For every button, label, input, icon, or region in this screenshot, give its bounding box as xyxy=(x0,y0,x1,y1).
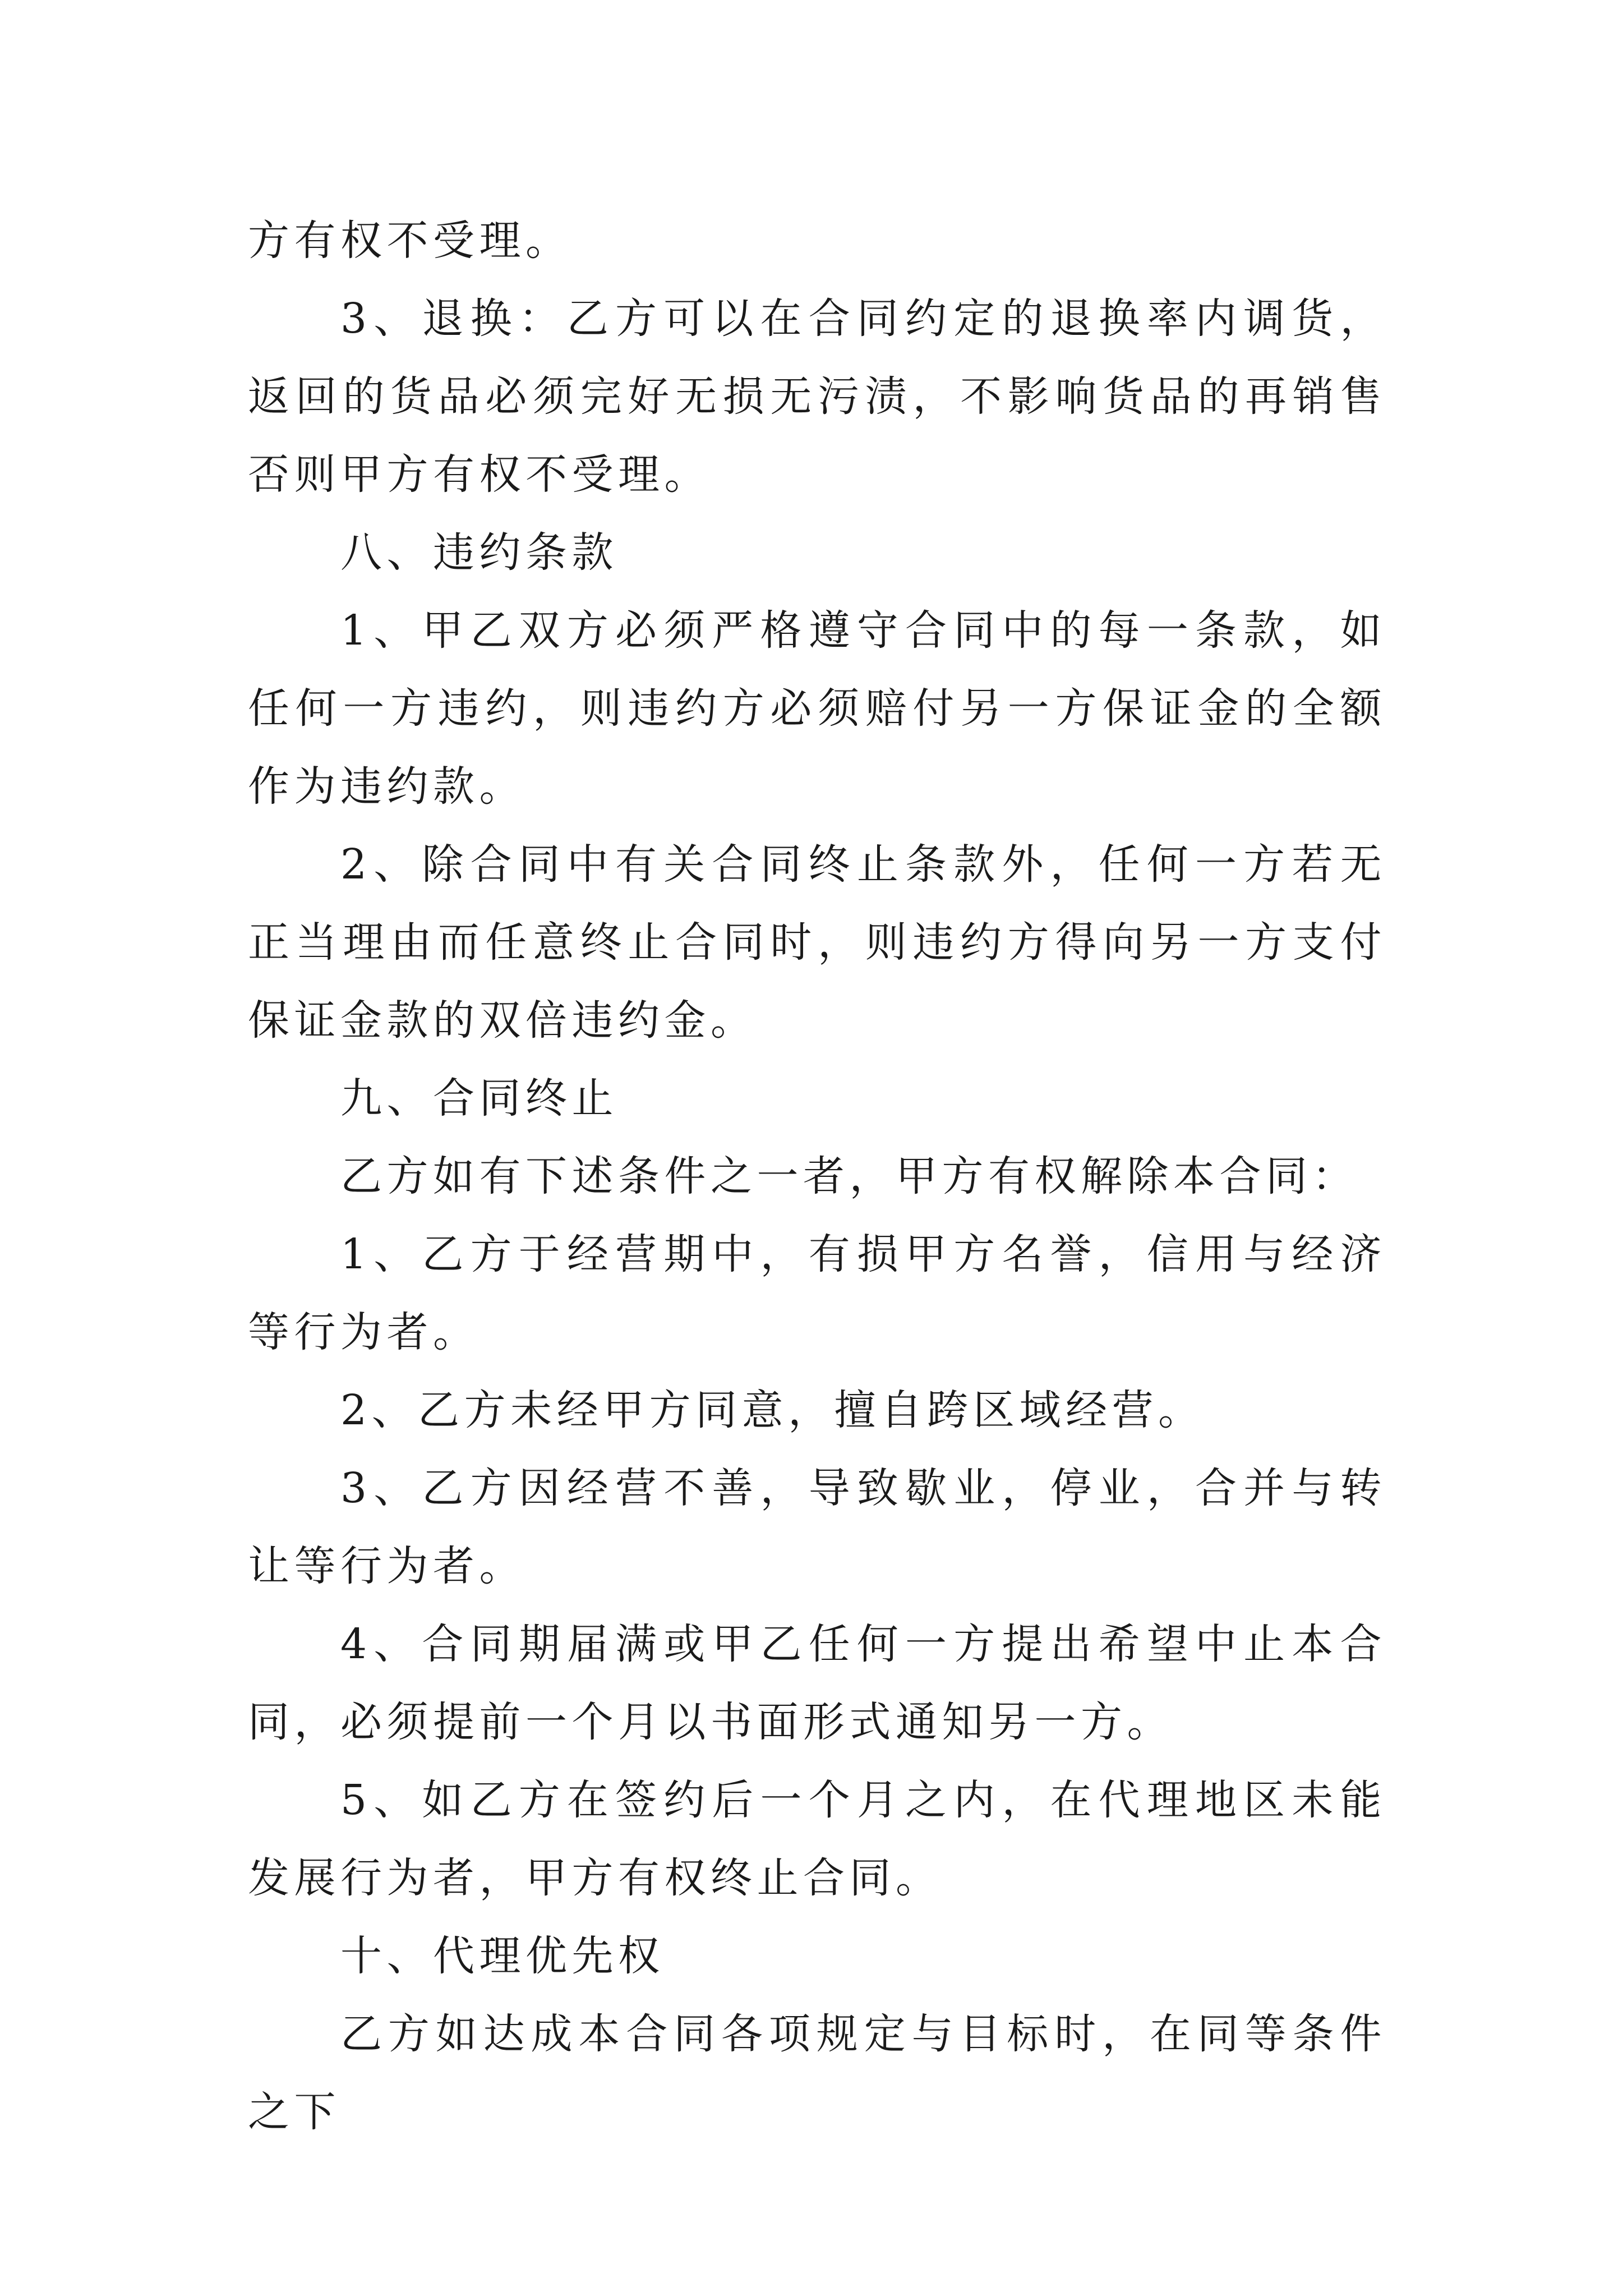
clause-9-1: 1、乙方于经营期中，有损甲方名誉，信用与经济等行为者。 xyxy=(248,1230,1386,1356)
clause-8-2: 2、除合同中有关合同终止条款外，任何一方若无正当理由而任意终止合同时，则违约方得向另一方支付保证金款的双倍违约金。 xyxy=(248,840,1386,1045)
clause-9-4: 4、合同期届满或甲乙任何一方提出希望中止本合同，必须提前一个月以书面形式通知另一方。 xyxy=(248,1620,1386,1746)
paragraph-continuation: 方有权不受理。 xyxy=(248,217,572,265)
section-9-intro: 乙方如有下述条件之一者，甲方有权解除本合同： xyxy=(340,1152,1358,1200)
section-10-text: 乙方如达成本合同各项规定与目标时，在同等条件之下 xyxy=(248,2010,1386,2136)
document-body xyxy=(248,202,1386,2151)
clause-7-3-return-exchange: 3、退换：乙方可以在合同约定的退换率内调货，返回的货品必须完好无损无污渍，不影响货品的再销售否则甲方有权不受理。 xyxy=(248,295,1386,499)
clause-8-1: 1、甲乙双方必须严格遵守合同中的每一条款，如任何一方违约，则违约方必须赔付另一方保证金的全额作为违约款。 xyxy=(248,606,1386,811)
section-heading-10: 十、代理优先权 xyxy=(340,1932,665,1980)
section-heading-9: 九、合同终止 xyxy=(340,1074,618,1122)
clause-9-3: 3、乙方因经营不善，导致歇业，停业，合并与转让等行为者。 xyxy=(248,1464,1386,1590)
clause-9-5: 5、如乙方在签约后一个月之内，在代理地区未能发展行为者，甲方有权终止合同。 xyxy=(248,1776,1386,1902)
clause-9-2: 2、乙方未经甲方同意，擅自跨区域经营。 xyxy=(340,1386,1205,1434)
section-heading-8: 八、违约条款 xyxy=(340,528,618,577)
